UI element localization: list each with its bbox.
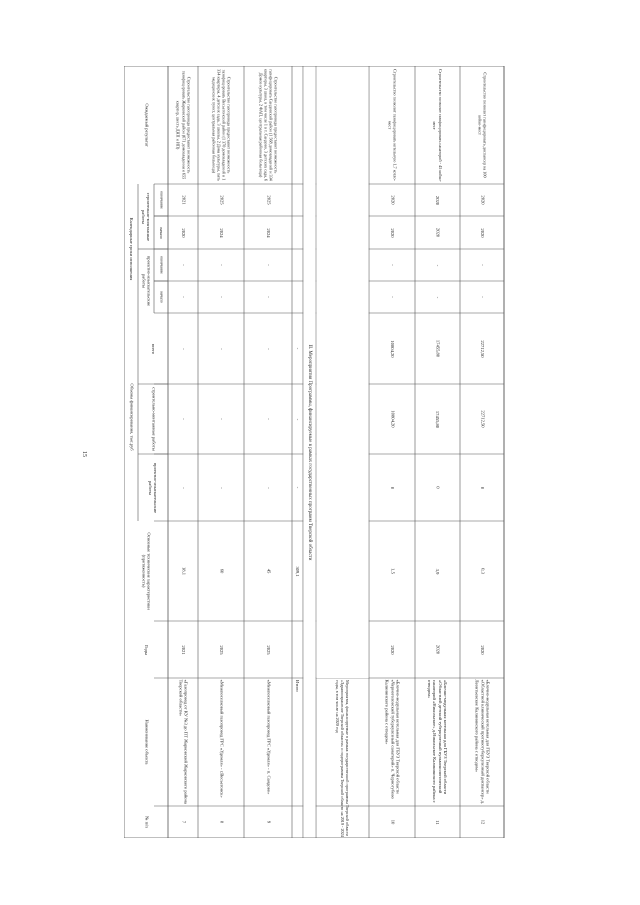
header-fin-build-cell [138,384,168,454]
header-d-start-cell [154,281,168,313]
row-d-end: - [265,264,271,266]
row-d-end-cell [168,249,198,281]
row-fin-total: - [180,347,186,350]
header-num: № п/п [143,816,149,828]
itogo-fin-build: - [295,418,301,420]
row-d-end-cell [415,249,460,281]
row-num-cell [244,806,292,838]
row-b-start: 2020 [180,227,186,238]
row-fin-design: - [265,486,271,489]
itogo-fin-total: - [295,347,301,350]
row-num: 12 [479,819,485,825]
row-year: 2025 [265,644,271,655]
row-result-cell [369,66,415,184]
row-fin-total-cell [415,313,460,384]
row-name: «Газопровод от КУ №3 до ПТ Жарковский Жарковского района Тверской области» [178,679,189,804]
row-fin-total-cell [198,313,244,384]
row-tech-cell [244,521,292,621]
row-b-start-cell [168,216,198,249]
itogo-label: Итого [295,679,301,692]
row-fin-build: 22712,50 [479,410,485,428]
row-fin-total: 10804,20 [389,339,395,358]
row-tech-cell [369,521,415,621]
header-name: Наименование объекта [143,719,149,765]
row-result: Строительство газопровода предоставит возможность газифицировать Жарковский район (671 домовладения и 655 квартир, шесть ДНП и ИП) [175,70,191,180]
header-name-cell [124,678,168,806]
row-result: Строительство газопровода предоставит возможность газифицировать Сандовский район (1 568 домовладений и 334 квартиры, 3 школ, в том числе 1 в т. Сандово, 3 детских сада, 6 Домов культуры, 2 ФАП, центральная районная больница) [257,68,279,182]
header-fin-total-cell [138,313,168,384]
row-d-start-cell [415,281,460,313]
row-d-end: - [479,264,485,266]
row-fin-build-cell [460,384,504,454]
row-num: 7 [180,820,186,824]
row-year-cell [415,621,460,678]
row-year-cell [460,621,504,678]
row-b-end: 2020 [435,195,441,205]
row-num-cell [198,806,244,838]
row-fin-build: - [265,418,271,420]
header-fin-group: Объемы финансирования, тыс.руб [128,383,134,451]
row-d-start-cell [168,281,198,313]
row-b-start: 2024 [265,227,271,238]
row-name: «Межпоселковый газопровод ГРС «Удомля» - п. Сандово» [265,679,271,795]
row-fin-total: 17455,80 [435,339,441,358]
page-number: 15 [81,451,87,457]
row-tech: 3,9 [435,568,441,574]
row-fin-total: - [265,347,271,350]
row-num-cell [369,806,415,838]
header-dates-group: Календарные сроки исполнения [128,217,134,280]
row-fin-total: - [218,347,224,350]
header-tech: Основные технические характеристики (протяженность) [141,532,152,610]
row-d-end-cell [369,249,415,281]
row-d-end-cell [244,249,292,281]
row-d-end-cell [198,249,244,281]
row-tech: 0,3 [479,568,485,574]
row-num-cell [460,806,504,838]
row-b-start-cell [369,216,415,249]
row-num: 9 [265,820,271,824]
row-fin-design: - [218,486,224,489]
row-d-start-cell [244,281,292,313]
row-b-end-cell [198,184,244,216]
row-tech-cell [168,521,198,621]
row-d-end-cell [460,249,504,281]
row-b-start: 2020 [435,227,441,238]
header-dates-build-cell [138,184,154,249]
header-d-start: начало [159,291,165,303]
row-d-start: - [265,296,271,298]
header-tech-cell [124,521,168,621]
row-year: 2025 [218,644,224,655]
row-fin-design-cell [198,454,244,521]
row-fin-build-cell [369,384,415,454]
header-fin-group-cell [124,313,138,521]
header-years-cell [124,621,168,678]
row-result: Строительство газопровода предоставит возможность газифицировать Весьегонский район (1 370 домовладений и 1 334 квартиры, 4 детских сада, 3 школы, 2 Дома культуры, пять медицинских пункт, центральная районная больница) [210,69,232,181]
row-fin-build-cell [198,384,244,454]
row-year-cell [198,621,244,678]
row-fin-build-cell [244,384,292,454]
row-fin-design-cell [460,454,504,521]
row-b-end-cell [168,184,198,216]
row-year: 2020 [479,644,485,655]
row-d-start: - [479,296,485,298]
row-name-cell [198,678,244,806]
row-b-start-cell [244,216,292,249]
row-b-start-cell [415,216,460,249]
row-fin-design: 0 [435,486,441,489]
row-d-start-cell [369,281,415,313]
row-name-cell [244,678,292,806]
row-num: 8 [218,820,224,824]
row-fin-build-cell [168,384,198,454]
row-year-cell [369,621,415,678]
row-tech-cell [198,521,244,621]
row-b-end-cell [244,184,292,216]
row-b-start: 2020 [479,227,485,238]
row-name-cell [460,678,504,806]
row-d-start-cell [198,281,244,313]
header-b-start-cell [154,216,168,249]
row-result-cell [168,66,198,184]
row-name-cell [369,678,415,806]
row-result: Строительство позволит газифицировать диспансер на 100 койко-мест [477,72,488,178]
row-b-end-cell [460,184,504,216]
row-b-end: 2021 [180,195,186,205]
section2-title-cell [303,66,316,838]
header-d-end-cell [154,249,168,281]
itogo-label-cell [292,678,303,838]
row-name-cell [415,678,460,806]
row-result: Строительство позволит газифицировать санаторий - 45 койко-мест [432,68,443,182]
row-year: 2020 [435,644,441,655]
row-b-start: 2020 [389,227,395,238]
row-fin-design: 0 [479,486,485,489]
row-result-cell [244,66,292,184]
row-fin-design: 0 [389,486,395,489]
row-fin-total: 22712,50 [479,339,485,358]
row-result-cell [460,66,504,184]
row-year-cell [244,621,292,678]
row-d-end: - [389,264,395,266]
row-d-start: - [218,296,224,298]
row-b-end-cell [369,184,415,216]
row-name: «Блочно-модульная котельная для ГБУЗ Тверской области «Черноголовский туберкулезный санаторий» п. Черногубово Калининского района с отводом» [384,679,401,799]
header-result-cell [124,66,168,184]
header-years: Годы [143,644,149,655]
row-b-end: 2025 [218,195,224,205]
header-fin-design-cell [138,454,168,521]
row-b-start-cell [198,216,244,249]
header-dates-group-cell [124,184,138,313]
row-fin-total-cell [244,313,292,384]
header-b-end-cell [154,184,168,216]
header-dates-build: строительно-монтажные работы [141,192,152,241]
row-result-cell [198,66,244,184]
row-fin-build-cell [415,384,460,454]
row-b-start: 2024 [218,227,224,238]
row-d-end: - [180,264,186,266]
row-d-start: - [389,296,395,298]
row-name: «Межпоселковый газопровод ГРС «Удомля» - г.Весьегонск» [218,679,224,798]
itogo-fin-total-cell [292,313,303,384]
row-fin-design: - [180,486,186,489]
header-b-start: начало [159,226,165,239]
header-fin-design: проектно-изыскательские работы [148,462,159,513]
row-b-end: 2020 [479,195,485,205]
header-fin-build: строительно-монтажные работы [150,387,156,451]
row-tech: 18,1 [180,566,186,576]
row-num-cell [168,806,198,838]
row-tech: 1,5 [389,568,395,574]
header-b-end: окончание [159,191,165,209]
row-year-cell [168,621,198,678]
row-name-cell [168,678,198,806]
row-b-end-cell [415,184,460,216]
row-fin-total-cell [168,313,198,384]
row-d-start: - [180,296,186,298]
header-num-cell [124,806,168,838]
row-name: «Блочно-модульная котельная для ГБУЗ Тверской области «Областной детский туберкулезный пульмонологический санаторий «Никольское» д.Никольское Калининского района с отводом» [427,679,449,803]
row-b-end: 2020 [389,195,395,205]
row-fin-design-cell [244,454,292,521]
row-num-cell [415,806,460,838]
section2-intro: Мероприятия, финансируемые в рамках государственной программы Тверской области «Здравоохранение Тверской области» и подпрограммы Тверской области на 2019 - 2024 годы, в том числе на 2020 год [334,679,351,837]
row-fin-design-cell [415,454,460,521]
row-year: 2020 [389,644,395,655]
row-fin-design-cell [369,454,415,521]
itogo-fin-design-cell [292,454,303,521]
header-d-end: окончание [159,256,165,274]
row-d-end: - [435,264,441,266]
row-b-start-cell [460,216,504,249]
itogo-fin-build-cell [292,384,303,454]
merge-cover [316,67,368,679]
row-year: 2021 [180,644,186,655]
row-num: 11 [435,819,441,825]
row-d-start: - [435,296,441,298]
row-result: Строительство позволит газифицировать котельную 1,7 котло-мест [387,69,398,181]
itogo-fin-design: - [295,486,301,489]
row-num: 10 [389,819,395,825]
row-tech-cell [415,521,460,621]
row-fin-build: 10804,20 [389,410,395,428]
row-name: «Блочно-модульная котельная для ГБУЗ Тверской области «Областной клинический противотуберкулезный диспансер» д. Леонтьевское Калининского района с отводом» [474,679,491,805]
row-fin-build: 17455,80 [435,410,441,428]
row-b-end: 2025 [265,195,271,205]
row-fin-build: - [180,418,186,420]
row-fin-total-cell [460,313,504,384]
header-dates-design-cell [138,249,154,313]
section2-intro-cell [316,678,369,838]
row-d-end: - [218,264,224,266]
row-tech: 45 [265,568,271,574]
header-fin-total: всего [150,343,156,354]
header-result: Ожидаемый результат [143,103,149,147]
rotated-table [124,66,546,838]
section2-title: II. Мероприятия Программы, финансируемые в рамках государственных программ Тверской области [307,344,313,560]
header-dates-design: проектно-изыскательские работы [141,255,152,307]
row-fin-build: - [218,418,224,420]
row-fin-design-cell [168,454,198,521]
row-d-start-cell [460,281,504,313]
row-fin-total-cell [369,313,415,384]
row-tech-cell [460,521,504,621]
itogo-tech-cell [292,521,303,621]
row-tech: 60 [218,568,224,574]
itogo-tech: 309,1 [295,565,301,577]
row-result-cell [415,66,460,184]
